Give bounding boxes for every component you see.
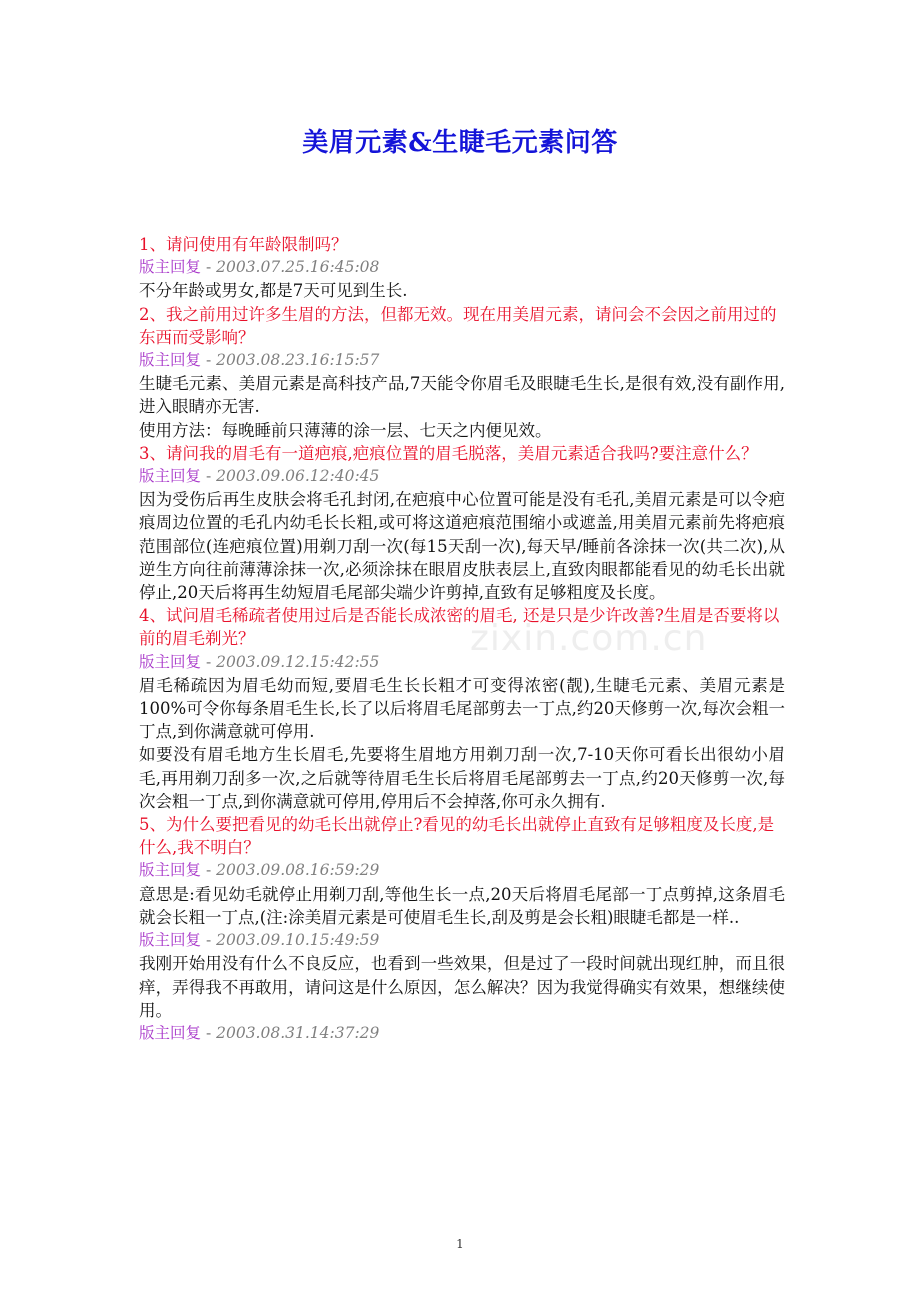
answer-text: 生睫毛元素、美眉元素是高科技产品,7天能令你眉毛及眼睫毛生长,是很有效,没有副作用,进入眼睛亦无害. <box>139 374 785 417</box>
reply-date: 2003.08.31.14:37:29 <box>216 1023 380 1042</box>
reply-header <box>139 651 785 674</box>
watermark: zixin.com.cn <box>470 618 708 659</box>
reply-header <box>139 1022 785 1045</box>
page-title: 美眉元素&生睫毛元素问答 <box>302 128 618 158</box>
reply-separator: - <box>201 258 217 277</box>
reply-date: 2003.09.06.12:40:45 <box>216 467 380 486</box>
qa-content <box>139 233 785 1045</box>
reply-date: 2003.07.25.16:45:08 <box>216 258 380 277</box>
reply-separator: - <box>201 351 217 370</box>
reply-author: 版主回复 <box>139 351 202 370</box>
answer-text: 使用方法：每晚睡前只薄薄的涂一层、七天之内便见效。 <box>139 420 552 440</box>
reply-author: 版主回复 <box>139 467 202 486</box>
reply-separator: - <box>201 1023 217 1042</box>
reply-date: 2003.08.23.16:15:57 <box>216 351 380 370</box>
reply-header <box>139 349 785 372</box>
reply-author: 版主回复 <box>139 1023 202 1042</box>
answer-text: 意思是:看见幼毛就停止用剃刀刮,等他生长一点,20天后将眉毛尾部一丁点剪掉,这条眉毛就会长粗一丁点,(注:涂美眉元素是可使眉毛生长,刮及剪是会长粗)眼睫毛都是一样.. <box>139 884 785 927</box>
question-text: 3、请问我的眉毛有一道疤痕,疤痕位置的眉毛脱落，美眉元素适合我吗?要注意什么？ <box>139 443 758 463</box>
reply-separator: - <box>201 652 217 671</box>
reply-author: 版主回复 <box>139 931 202 950</box>
reply-separator: - <box>201 861 217 880</box>
reply-separator: - <box>201 467 217 486</box>
page-number: 1 <box>456 1237 464 1251</box>
reply-header <box>139 929 785 952</box>
answer-text: 眉毛稀疏因为眉毛幼而短,要眉毛生长长粗才可变得浓密(靓),生睫毛元素、美眉元素是100%可令你每条眉毛生长,长了以后将眉毛尾部剪去一丁点,约20天修剪一次,每次会粗一丁点,到你满意就可停用. <box>139 675 785 742</box>
reply-header <box>139 465 785 488</box>
question-text: 1、请问使用有年龄限制吗？ <box>139 235 348 254</box>
question-text: 5、为什么要把看见的幼毛长出就停止?看见的幼毛长出就停止直致有足够粗度及长度,是什么,我不明白？ <box>139 815 775 858</box>
reply-author: 版主回复 <box>139 652 202 671</box>
reply-author: 版主回复 <box>139 861 202 880</box>
reply-date: 2003.09.12.15:42:55 <box>216 652 380 671</box>
reply-header <box>139 256 785 279</box>
reply-date: 2003.09.08.16:59:29 <box>216 861 380 880</box>
answer-text: 如要没有眉毛地方生长眉毛,先要将生眉地方用剃刀刮一次,7-10天你可看长出很幼小眉毛,再用剃刀刮多一次,之后就等待眉毛生长后将眉毛尾部剪去一丁点,约20天修剪一次,每次会粗一丁点,到你满意就可停用,停用后不会掉落,你可永久拥有. <box>139 745 785 811</box>
answer-text: 我刚开始用没有什么不良反应，也看到一些效果，但是过了一段时间就出现红肿，而且很痒，弄得我不再敢用，请问这是什么原因，怎么解决？因为我觉得确实有效果，想继续使用。 <box>139 954 785 1020</box>
reply-separator: - <box>201 931 217 950</box>
answer-text: 因为受伤后再生皮肤会将毛孔封闭,在疤痕中心位置可能是没有毛孔,美眉元素是可以令疤痕周边位置的毛孔内幼毛长长粗,或可将这道疤痕范围缩小或遮盖,用美眉元素前先将疤痕范围部位(连疤痕位置)用剃刀刮一次(每15天刮一次),每天早/睡前各涂抹一次(共二次),从逆生方向往前薄薄涂抹一次,必须涂抹在眼眉皮肤表层上,直致肉眼都能看见的幼毛长出就停止,20天后将再生幼短眉毛尾部尖端少许剪掉,直致有足够粗度及长度。 <box>139 490 785 603</box>
question-text: 2、我之前用过许多生眉的方法，但都无效。现在用美眉元素，请问会不会因之前用过的东西而受影响？ <box>139 304 777 347</box>
reply-author: 版主回复 <box>139 258 202 277</box>
reply-date: 2003.09.10.15:49:59 <box>216 931 380 950</box>
question-text: 4、试问眉毛稀疏者使用过后是否能长成浓密的眉毛, 还是只是少许改善?生眉是否要将以前的眉毛剃光？ <box>139 606 780 649</box>
answer-text: 不分年龄或男女,都是7天可见到生长. <box>139 281 408 301</box>
reply-header <box>139 859 785 882</box>
